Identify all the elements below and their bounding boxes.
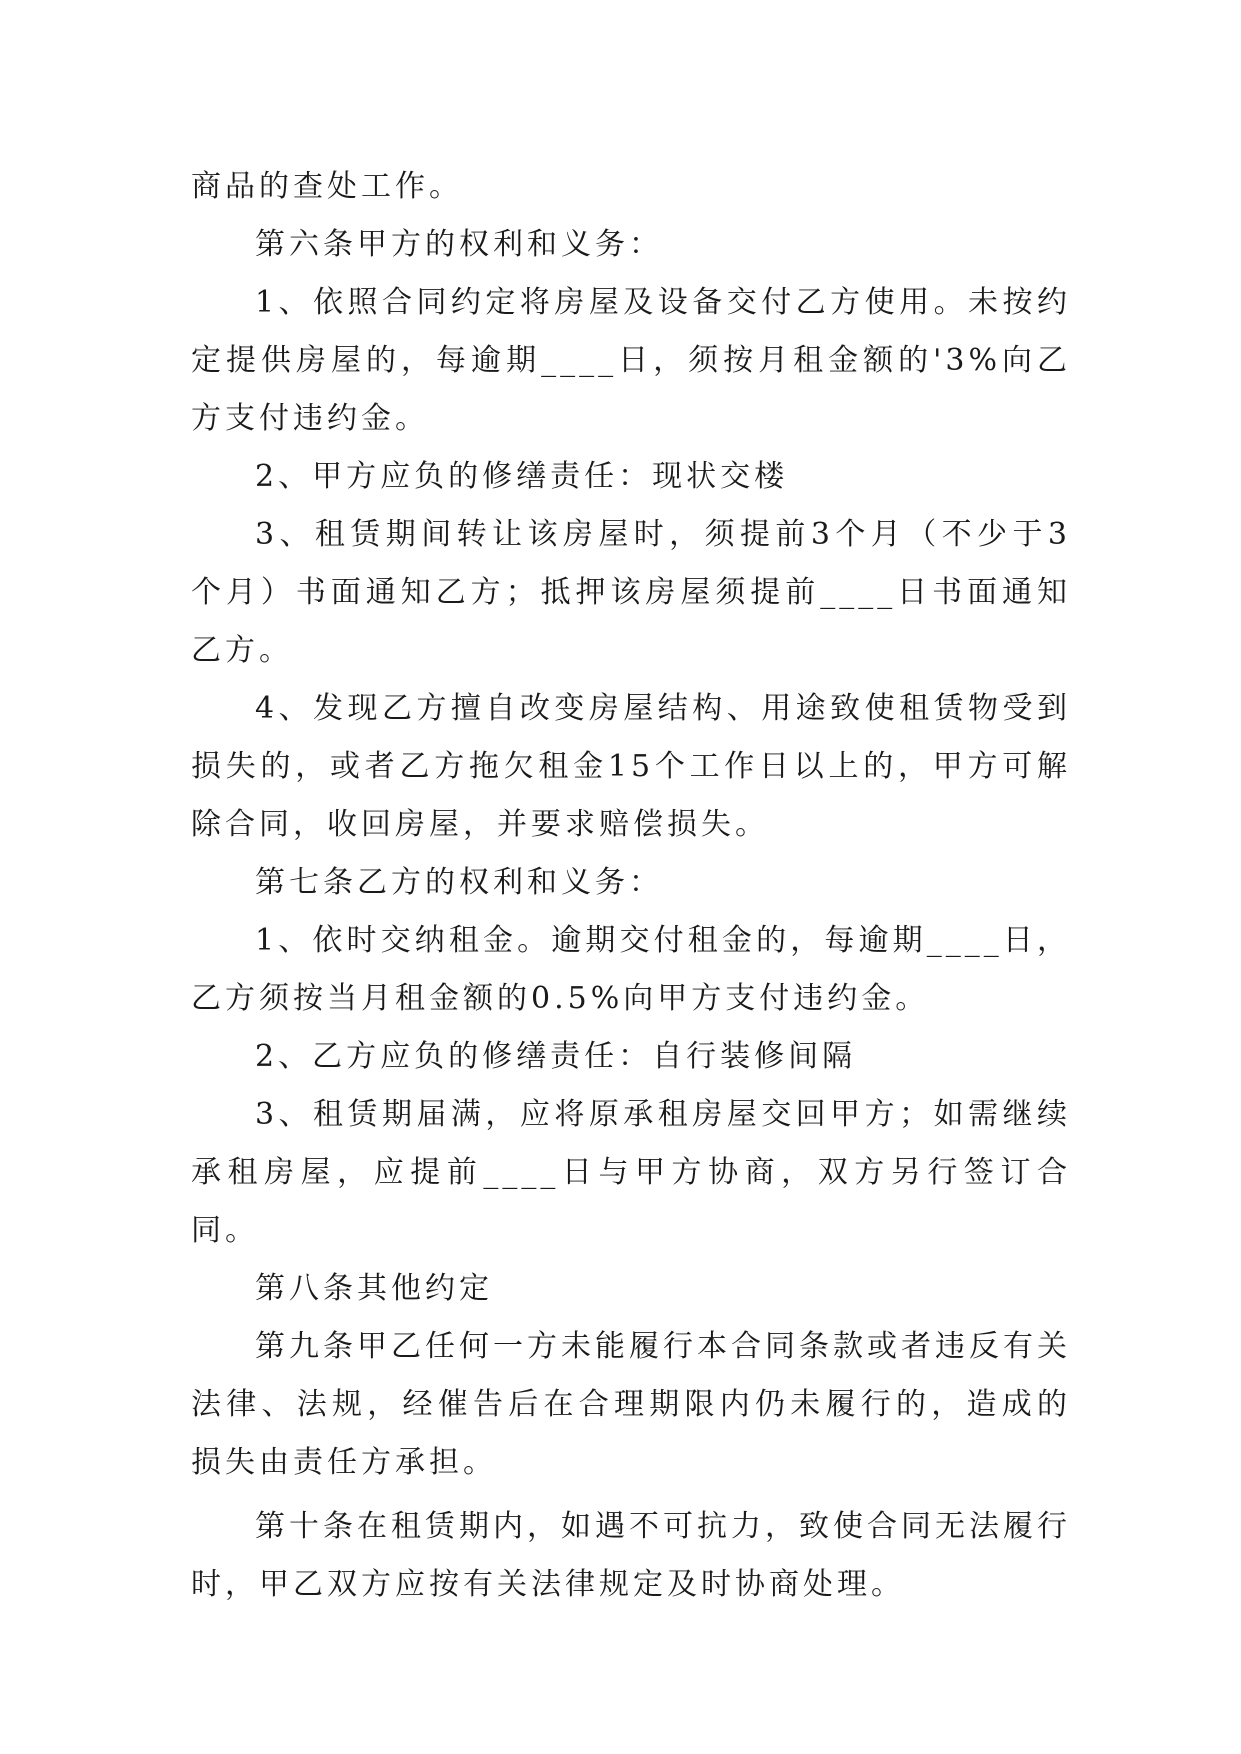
- article-6-clause-1: 1、依照合同约定将房屋及设备交付乙方使用。未按约定提供房屋的，每逾期____日，须按月租金额的'3%向乙方支付违约金。: [191, 285, 1071, 436]
- article-9-paragraph: 第九条甲乙任何一方未能履行本合同条款或者违反有关法律、法规，经催告后在合理期限内仍未履行的，造成的损失由责任方承担。: [191, 1329, 1071, 1480]
- document-body: [191, 158, 1071, 1614]
- paragraph-continuation: 商品的查处工作。: [191, 169, 463, 204]
- article-6-heading: 第六条甲方的权利和义务：: [255, 227, 663, 262]
- article-7-clause-2: 2、乙方应负的修缮责任：自行装修间隔: [255, 1039, 857, 1074]
- article-8-heading: 第八条其他约定: [255, 1271, 493, 1306]
- article-6-clause-4: 4、发现乙方擅自改变房屋结构、用途致使租赁物受到损失的，或者乙方拖欠租金15个工作日以上的，甲方可解除合同，收回房屋，并要求赔偿损失。: [191, 691, 1071, 842]
- article-7-clause-3: 3、租赁期届满，应将原承租房屋交回甲方；如需继续承租房屋，应提前____日与甲方协商，双方另行签订合同。: [191, 1097, 1071, 1248]
- article-7-clause-1: 1、依时交纳租金。逾期交付租金的，每逾期____日，乙方须按当月租金额的0.5%向甲方支付违约金。: [191, 923, 1071, 1016]
- article-6-clause-3: 3、租赁期间转让该房屋时，须提前3个月（不少于3个月）书面通知乙方；抵押该房屋须提前____日书面通知乙方。: [191, 517, 1071, 668]
- article-10-paragraph: 第十条在租赁期内，如遇不可抗力，致使合同无法履行时，甲乙双方应按有关法律规定及时协商处理。: [191, 1509, 1071, 1602]
- article-6-clause-2: 2、甲方应负的修缮责任：现状交楼: [255, 459, 789, 494]
- article-7-heading: 第七条乙方的权利和义务：: [255, 865, 663, 900]
